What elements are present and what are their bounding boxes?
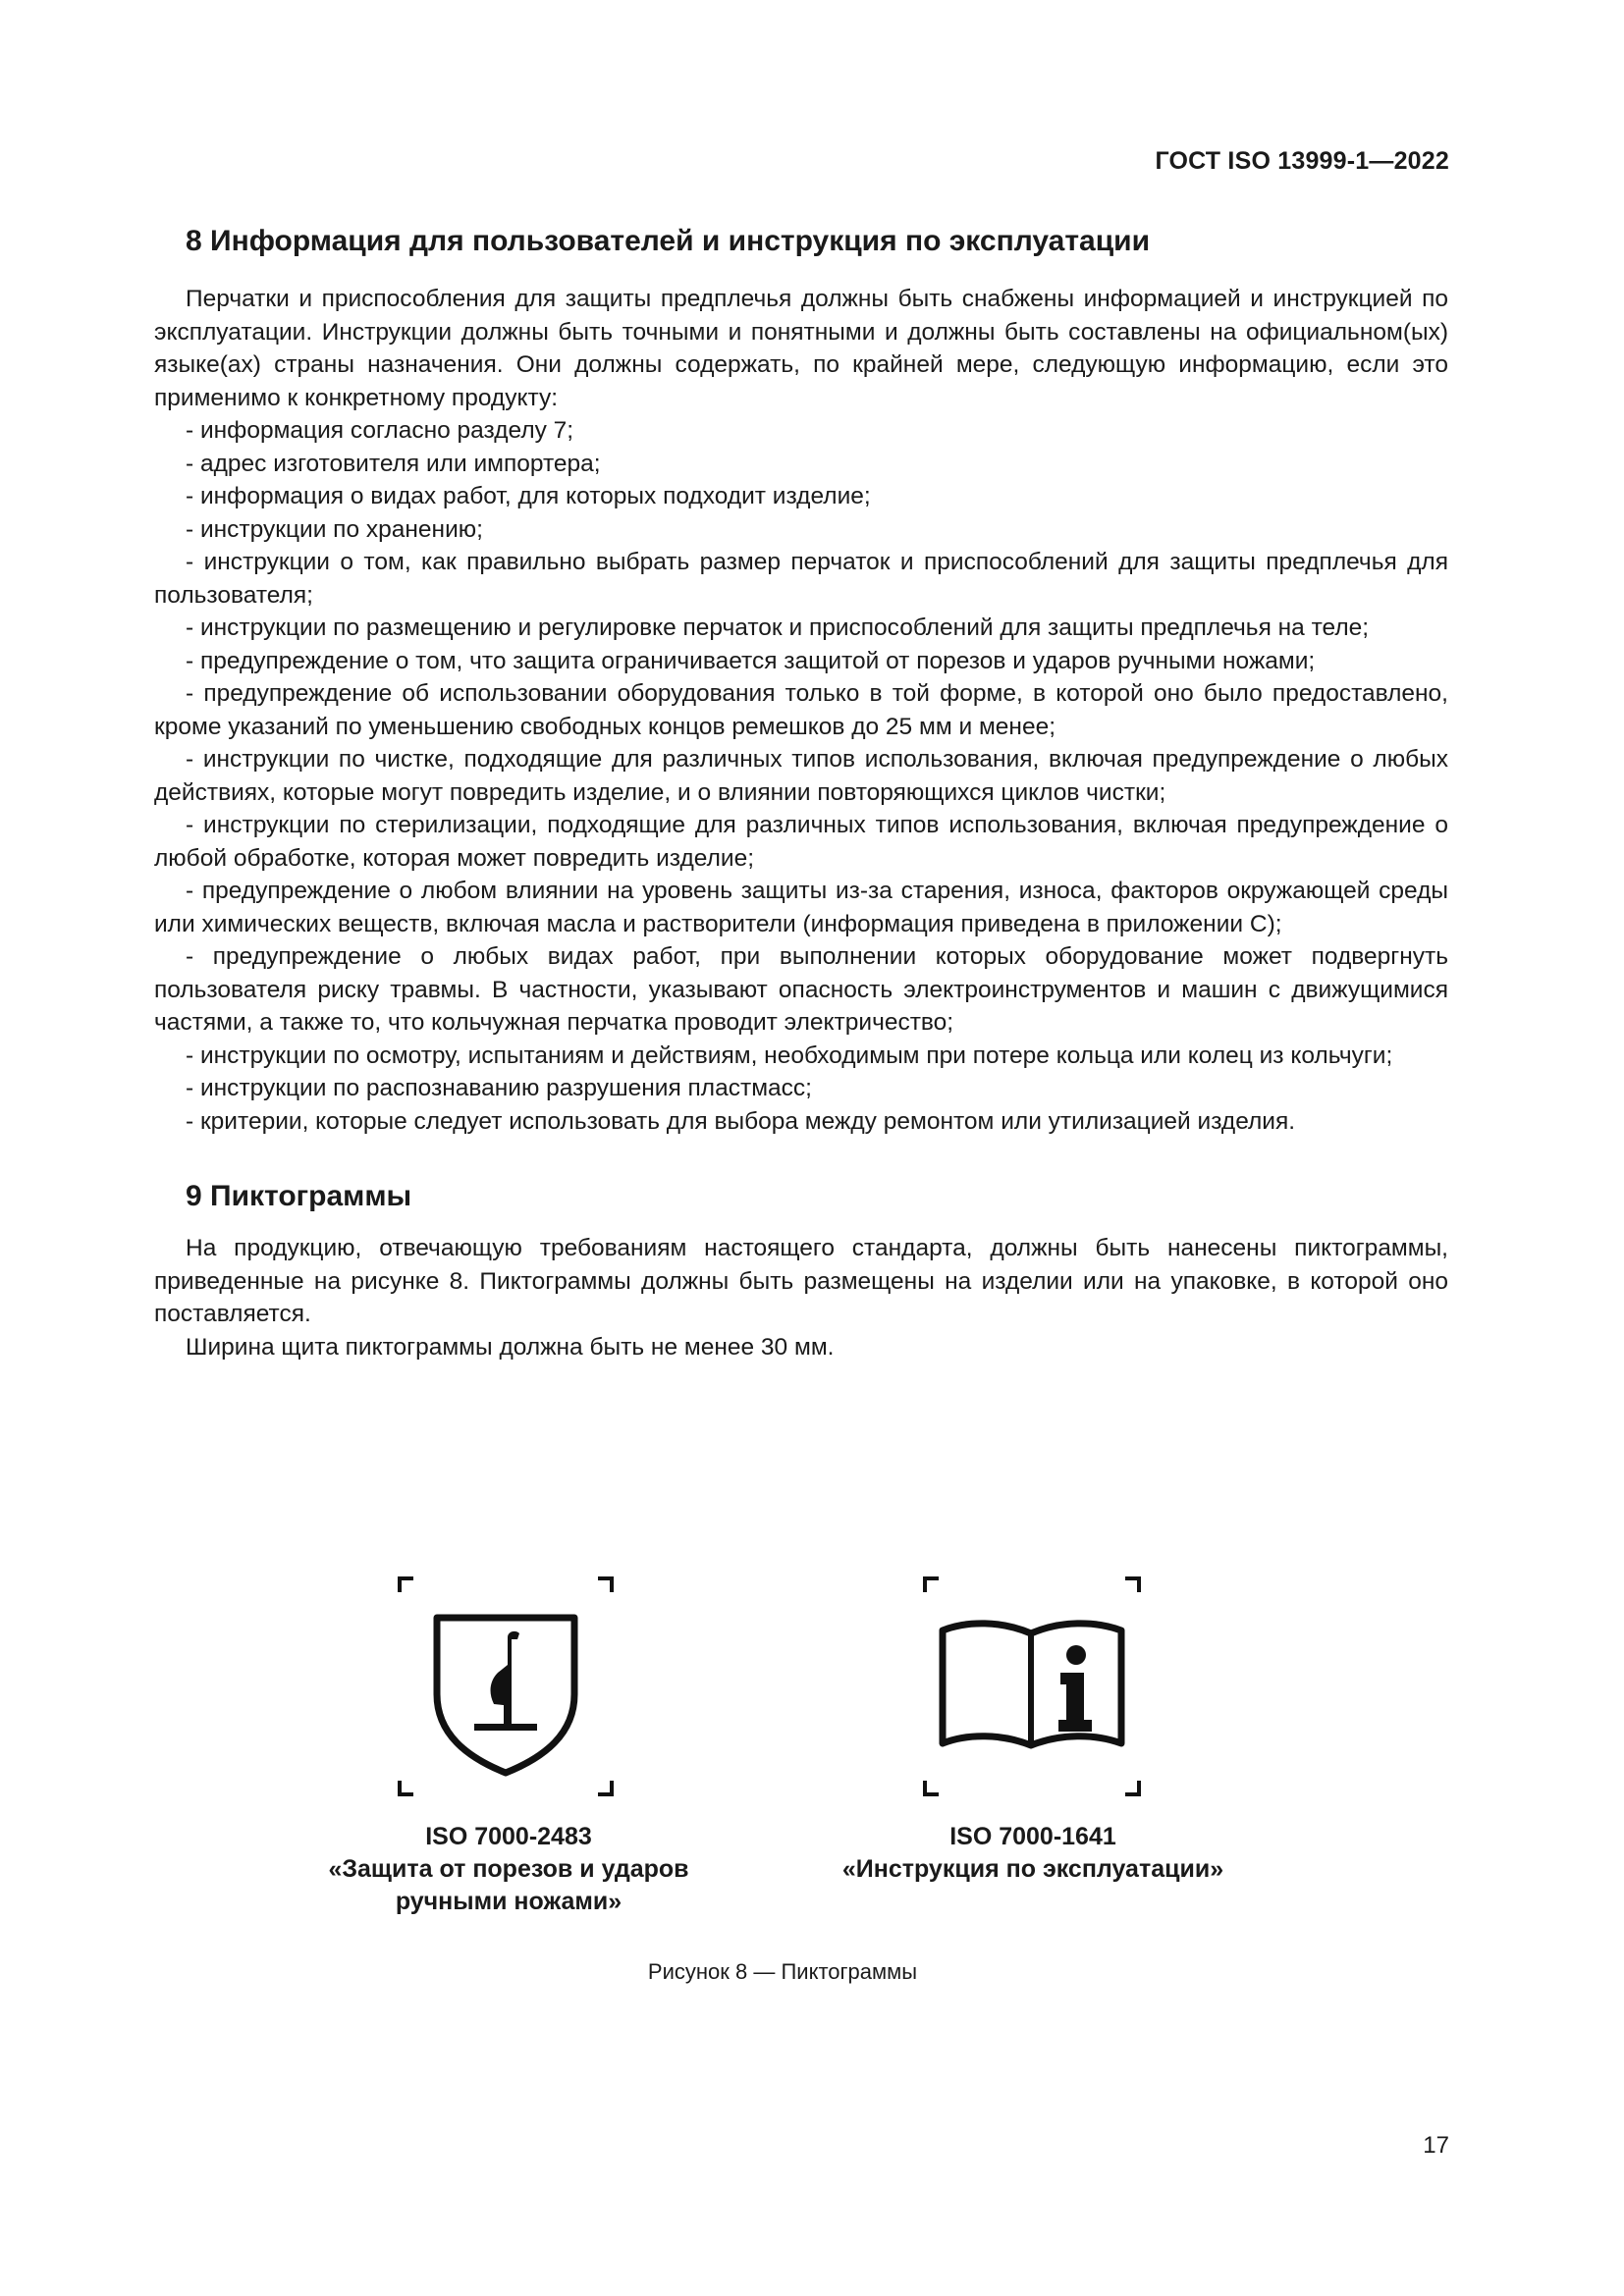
list-item: - предупреждение об использовании оборудования только в той форме, в которой оно было предоставлено, кроме указаний по уменьшению свободных концов ремешков до 25 мм и менее; (154, 680, 1448, 740)
pictogram-code: ISO 7000-1641 (949, 1823, 1116, 1850)
list-item: - информация о видах работ, для которых подходит изделие; (186, 483, 871, 509)
document-code: ГОСТ ISO 13999-1—2022 (1155, 147, 1449, 175)
section-9-width-note: Ширина щита пиктограммы должна быть не менее 30 мм. (186, 1333, 835, 1361)
pictogram-caption-left (253, 1821, 764, 1918)
pictogram-name-line: «Инструкция по эксплуатации» (841, 1855, 1224, 1883)
list-item: - инструкции по размещению и регулировке перчаток и приспособлений для защиты предплечья на теле; (186, 614, 1370, 641)
pictogram-name-line: ручными ножами» (395, 1888, 623, 1915)
main-content (154, 222, 1448, 1363)
list-item: - предупреждение о любых видах работ, при выполнении которых оборудование может подвергнуть пользователя риску травмы. В частности, указывают опасность электроинструментов и машин с движущимися частями, а также то, что кольчужная перчатка проводит электричество; (154, 943, 1448, 1036)
pictogram-name-line: «Защита от порезов и ударов (328, 1855, 689, 1883)
info-book-icon (923, 1576, 1141, 1796)
list-item: - инструкции о том, как правильно выбрать размер перчаток и приспособлений для защиты предплечья для пользователя; (154, 549, 1448, 609)
pictogram-code: ISO 7000-2483 (425, 1823, 592, 1850)
list-item: - инструкции по чистке, подходящие для различных типов использования, включая предупреждение о любых действиях, которые могут повредить изделие, и о влиянии повторяющихся циклов чистки; (154, 746, 1448, 806)
section-8-intro: Перчатки и приспособления для защиты предплечья должны быть снабжены информацией и инструкцией по эксплуатации. Инструкции должны быть точными и понятными и должны быть составлены на официальном(ых) языке(ах) страны назначения. Они должны содержать, по крайней мере, следующую информацию, если это применимо к конкретному продукту: (154, 286, 1448, 411)
list-item: - критерии, которые следует использовать для выбора между ремонтом или утилизацией изделия. (186, 1107, 1296, 1135)
section-8-list (154, 414, 1448, 1138)
list-item: - предупреждение о том, что защита ограничивается защитой от порезов и ударов ручными ножами; (186, 647, 1316, 674)
list-item: - адрес изготовителя или импортера; (186, 450, 601, 477)
section-8-title: 8 Информация для пользователей и инструкция по эксплуатации (186, 225, 1151, 257)
list-item: - инструкции по распознаванию разрушения пластмасс; (186, 1075, 812, 1101)
pictogram-caption-right (778, 1821, 1288, 1886)
list-item: - инструкции по хранению; (186, 515, 483, 543)
figure-caption: Рисунок 8 — Пиктограммы (647, 1959, 918, 1984)
list-item: - информация согласно разделу 7; (186, 417, 574, 444)
page-number: 17 (1423, 2132, 1449, 2159)
section-9-paragraph: На продукцию, отвечающую требованиям настоящего стандарта, должны быть нанесены пиктограммы, приведенные на рисунке 8. Пиктограммы должны быть размещены на изделии или на упаковке, в которой оно поставляется. (154, 1235, 1448, 1327)
list-item: - инструкции по стерилизации, подходящие для различных типов использования, включая предупреждение о любой обработке, которая может повредить изделие; (154, 812, 1448, 872)
list-item: - предупреждение о любом влиянии на уровень защиты из-за старения, износа, факторов окружающей среды или химических веществ, включая масла и растворители (информация приведена в приложении C); (154, 878, 1448, 937)
list-item: - инструкции по осмотру, испытаниям и действиям, необходимым при потере кольца или колец из кольчуги; (186, 1041, 1393, 1069)
knife-shield-icon (398, 1576, 614, 1796)
section-9-title: 9 Пиктограммы (186, 1180, 412, 1212)
